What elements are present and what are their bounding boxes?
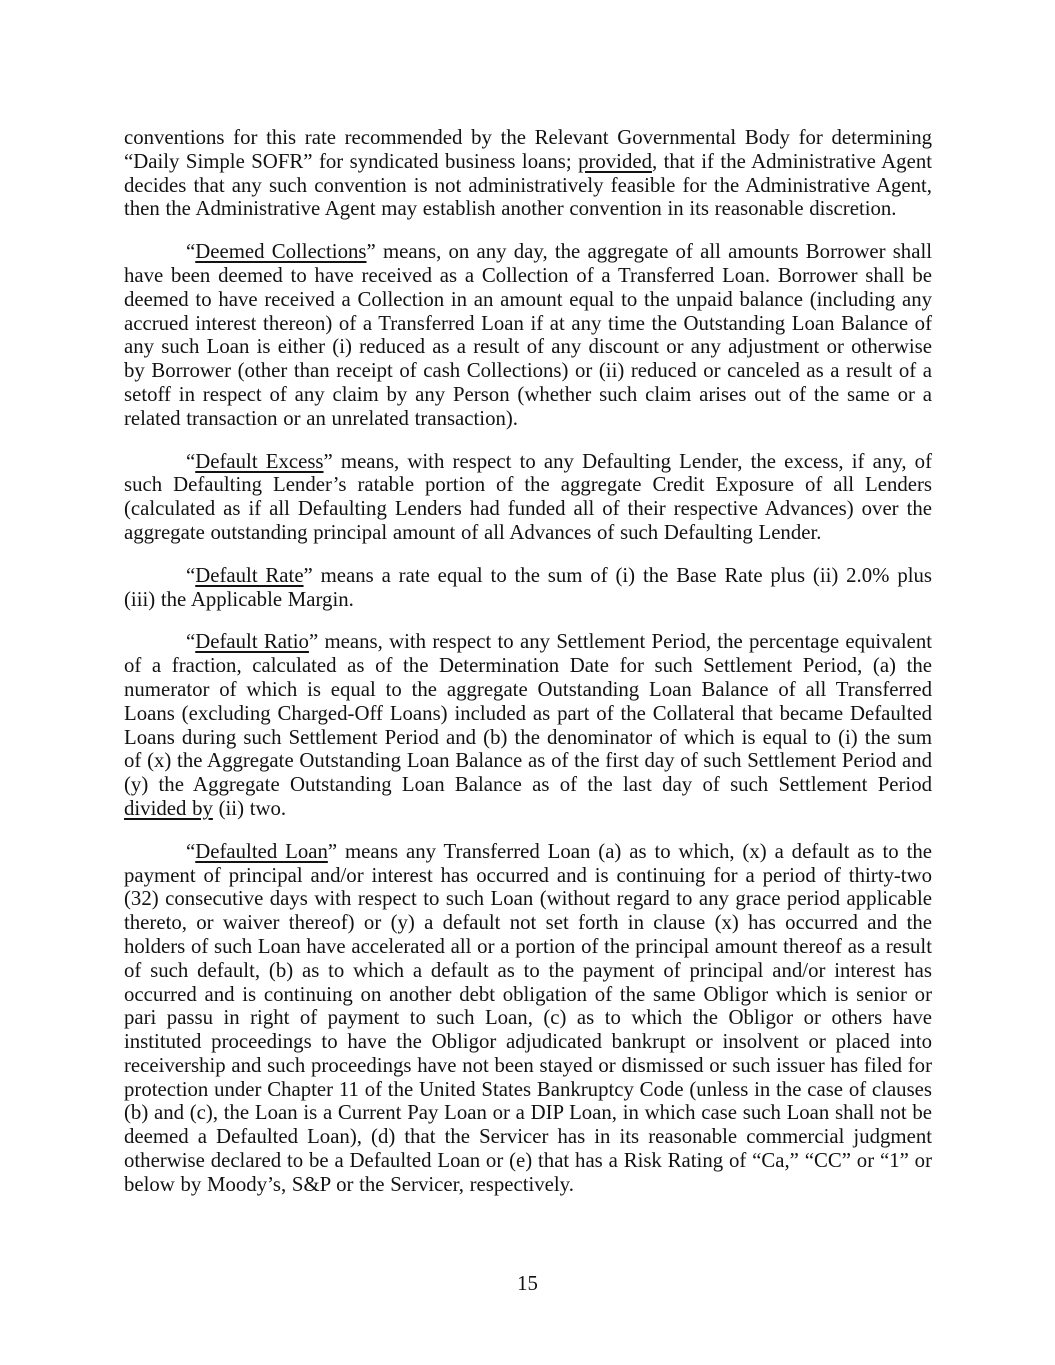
text-run: “ <box>186 839 196 863</box>
paragraph <box>124 564 932 612</box>
defined-term: divided by <box>124 796 213 820</box>
text-run: “ <box>186 630 196 654</box>
text-run: conventions for this rate recommended by the Relevant Governmental Body for determining “Daily Simple SOFR” for syndicated business loans; <box>124 126 932 173</box>
defined-term: Default Excess <box>195 449 324 473</box>
page-footer <box>0 1272 1055 1296</box>
text-run: “ <box>186 449 196 473</box>
paragraph <box>124 840 932 1197</box>
defined-term: Deemed Collections <box>195 240 367 264</box>
text-run: ” means, with respect to any Settlement Period, the percentage equivalent of a fraction, calculated as of the Determination Date for such Settlement Period, (a) the numerator of which is equal to the aggregate Outstanding Loan Balance of all Transferred Loans (excluding Charged-Off Loans) included as part of the Collateral that became Defaulted Loans during such Settlement Period and (b) the denominator of which is equal to (i) the sum of (x) the Aggregate Outstanding Loan Balance as of the first day of such Settlement Period and (y) the Aggregate Outstanding Loan Balance as of the last day of such Settlement Period <box>124 630 932 797</box>
text-run: “ <box>186 240 196 264</box>
text-run: ” means a rate equal to the sum of (i) the Base Rate plus (ii) 2.0% plus (iii) the Applicable Margin. <box>124 563 932 611</box>
page-number: 15 <box>517 1272 538 1295</box>
defined-term: Default Ratio <box>195 630 309 654</box>
paragraph <box>124 126 932 221</box>
text-run: ” means, with respect to any Defaulting Lender, the excess, if any, of such Defaulting Lender’s ratable portion of the aggregate Credit Exposure of all Lenders (calculated as if all Defaulting Lenders had funded all of their respective Advances) over the aggregate outstanding principal amount of all Advances of such Defaulting Lender. <box>124 449 933 544</box>
defined-term: Default Rate <box>195 563 304 587</box>
paragraph <box>124 630 932 820</box>
text-run: ” means any Transferred Loan (a) as to which, (x) a default as to the payment of principal and/or interest has occurred and is continuing for a period of thirty-two (32) consecutive days with respect to such Loan (without regard to any grace period applicable thereto, or waiver thereof) or (y) a default not set forth in clause (x) has occurred and the holders of such Loan have accelerated all or a portion of the principal amount thereof as a result of such default, (b) as to which a default as to the payment of principal and/or interest has occurred and is continuing on another debt obligation of the same Obligor which is senior or pari passu in right of payment to such Loan, (c) as to which the Obligor or others have instituted proceedings to have the Obligor adjudicated bankrupt or insolvent or placed into receivership and such proceedings have not been stayed or dismissed or such issuer has filed for protection under Chapter 11 of the United States Bankruptcy Code (unless in the case of clauses (b) and (c), the Loan is a Current Pay Loan or a DIP Loan, in which case such Loan shall not be deemed a Defaulted Loan), (d) that the Servicer has in its reasonable commercial judgment otherwise declared to be a Defaulted Loan or (e) that has a Risk Rating of “Ca,” “CC” or “1” or below by Moody’s, S&P or the Servicer, respectively. <box>124 839 932 1196</box>
paragraph <box>124 240 932 430</box>
text-run: (ii) two. <box>212 796 287 820</box>
text-run: “ <box>186 563 196 587</box>
text-run: , that if the Administrative Agent decides that any such convention is not administratively feasible for the Administrative Agent, then the Administrative Agent may establish another convention in its reasonable discretion. <box>124 149 932 221</box>
paragraph <box>124 450 932 545</box>
defined-term: Defaulted Loan <box>195 839 328 863</box>
page-body <box>124 126 932 1216</box>
text-run: ” means, on any day, the aggregate of all amounts Borrower shall have been deemed to have received as a Collection of a Transferred Loan. Borrower shall be deemed to have received a Collection in an amount equal to the unpaid balance (including any accrued interest thereon) of a Transferred Loan if at any time the Outstanding Loan Balance of any such Loan is either (i) reduced as a result of any discount or any adjustment or otherwise by Borrower (other than receipt of cash Collections) or (ii) reduced or canceled as a result of a setoff in respect of any claim by any Person (whether such claim arises out of the same or a related transaction or an unrelated transaction). <box>124 240 932 430</box>
defined-term: provided <box>578 149 652 173</box>
